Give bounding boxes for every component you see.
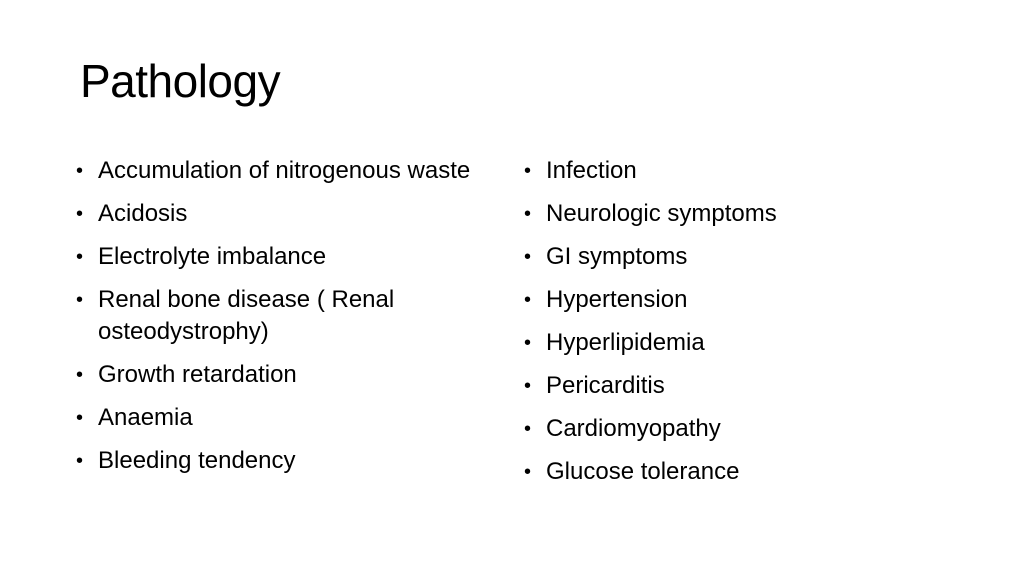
list-item-text: Glucose tolerance — [546, 458, 740, 485]
bullet-icon: • — [524, 461, 532, 483]
bullet-icon: • — [76, 203, 84, 225]
bullet-icon: • — [76, 407, 84, 429]
list-item-text: Pericarditis — [546, 372, 665, 399]
bullet-icon: • — [524, 375, 532, 397]
list-item-text: Renal bone disease ( Renal osteodystrophy) — [98, 286, 395, 345]
bullet-icon: • — [76, 364, 84, 386]
list-item-text: Neurologic symptoms — [546, 200, 777, 227]
bullet-icon: • — [76, 160, 84, 182]
list-item — [522, 327, 922, 359]
list-item-text: Acidosis — [98, 200, 188, 227]
list-item — [74, 359, 474, 391]
slide-title: Pathology — [80, 55, 281, 107]
bullet-icon: • — [524, 289, 532, 311]
list-item — [522, 456, 922, 488]
list-item-text: GI symptoms — [546, 243, 688, 270]
list-item — [74, 198, 474, 230]
list-item — [522, 284, 922, 316]
list-item — [522, 241, 922, 273]
list-item — [522, 155, 922, 187]
bullet-icon: • — [524, 418, 532, 440]
list-item-text: Infection — [546, 157, 637, 184]
list-item-text: Accumulation of nitrogenous waste — [98, 157, 471, 184]
right-bullet-list — [522, 155, 922, 499]
list-item-text: Cardiomyopathy — [546, 415, 721, 442]
list-item — [74, 284, 474, 348]
left-bullet-list — [74, 155, 474, 488]
list-item-text: Growth retardation — [98, 361, 297, 388]
bullet-icon: • — [524, 160, 532, 182]
list-item — [522, 370, 922, 402]
list-item-text: Hyperlipidemia — [546, 329, 705, 356]
list-item-text: Hypertension — [546, 286, 688, 313]
list-item — [522, 198, 922, 230]
list-item-text: Bleeding tendency — [98, 447, 296, 474]
list-item-text: Electrolyte imbalance — [98, 243, 327, 270]
list-item — [74, 445, 474, 477]
list-item — [74, 402, 474, 434]
bullet-icon: • — [76, 246, 84, 268]
bullet-icon: • — [524, 332, 532, 354]
bullet-icon: • — [76, 450, 84, 472]
bullet-icon: • — [524, 203, 532, 225]
list-item — [74, 155, 474, 187]
list-item-text: Anaemia — [98, 404, 193, 431]
list-item — [74, 241, 474, 273]
list-item — [522, 413, 922, 445]
bullet-icon: • — [524, 246, 532, 268]
bullet-icon: • — [76, 289, 84, 311]
